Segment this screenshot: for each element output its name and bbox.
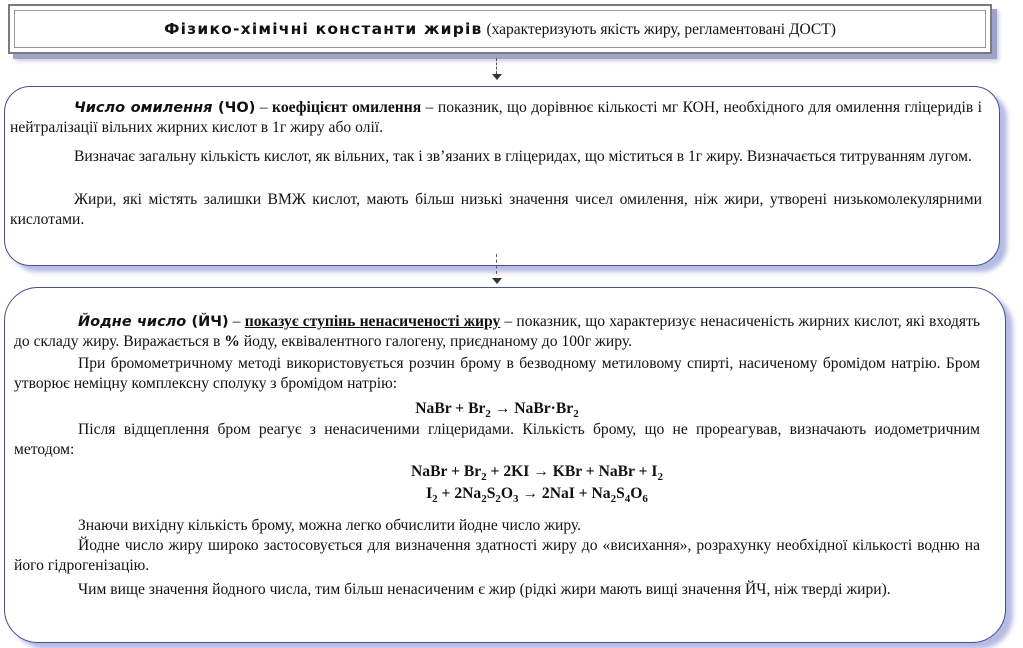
iodine-definition-rest-2: йоду, еквівалентного галогену, приєднаному до 100г жиру. xyxy=(239,333,632,350)
iodine-definition-rest: – показник, що характеризує ненасиченість жирних кислот, які входять до складу жиру. Виражається в xyxy=(14,313,981,350)
abbr-iodine: (ЙЧ) xyxy=(186,314,229,330)
eq3-part: O xyxy=(630,485,643,502)
equation-2 xyxy=(54,462,1020,482)
connector-line-1 xyxy=(496,58,497,74)
term-saponification: Число омилення xyxy=(74,100,213,116)
dash: – xyxy=(228,313,245,330)
page-title xyxy=(164,20,836,39)
eq2-sub: 2 xyxy=(481,471,487,484)
abbr-saponification: (ЧО) xyxy=(212,100,256,116)
percent-sign: % xyxy=(224,333,240,350)
eq3-sub: 2 xyxy=(495,493,501,506)
eq3-part: I xyxy=(426,485,433,502)
iodine-paragraph-after: Після відщеплення бром реагує з ненасиченими гліцеридами. Кількість брому, що не прореагував, визначають иодометричним методом: xyxy=(14,421,980,458)
saponification-definition xyxy=(10,98,982,138)
eq3-part: → 2NaI + Na xyxy=(518,485,611,502)
connector-line-2 xyxy=(496,254,497,274)
iodine-paragraph-usage: Йодне число жиру широко застосовується для визначення здатності жиру до «висихання», розрахунку необхідної кількості водню на його гідрогенізацію. xyxy=(14,537,980,574)
saponification-definition-rest: – показник, що дорівнює кількості мг КОН, необхідного для омилення гліцеридів і нейтралізації вільних жирних кислот в 1г жиру або олії. xyxy=(10,99,982,136)
title-subtitle: (характеризують якість жиру, регламентовані ДОСТ) xyxy=(482,20,836,38)
iodine-paragraph-bromometric: При бромометричному методі використовується розчин брому в безводному метиловому спирті, насиченому бромідом натрію. Бром утворює неміцну комплексну сполуку з бромідом натрію: xyxy=(14,355,980,392)
term-iodine: Йодне число xyxy=(78,314,187,330)
eq3-part: O xyxy=(500,485,514,502)
iodine-definition xyxy=(14,312,980,352)
eq1-part: NaBr + Br xyxy=(415,400,486,417)
eq3-part: S xyxy=(486,485,496,502)
eq3-sub: 2 xyxy=(481,493,487,506)
bold-iodine: показує ступінь ненасиченості жиру xyxy=(244,313,501,330)
eq3-part: + 2Na xyxy=(437,485,482,502)
eq3-sub: 6 xyxy=(642,493,648,506)
eq1-sub: 2 xyxy=(573,408,579,421)
eq3-sub: 4 xyxy=(624,493,631,506)
dash: – xyxy=(255,99,273,116)
eq2-part: + 2KI → KBr + NaBr + I xyxy=(486,463,658,480)
equation-1 xyxy=(14,399,980,419)
eq1-sub: 2 xyxy=(485,408,491,421)
arrow-down-icon xyxy=(492,74,502,80)
eq3-sub: 3 xyxy=(513,493,519,506)
title-box xyxy=(8,4,992,54)
saponification-paragraph-3: Жири, які містять залишки ВМЖ кислот, мають більш низькі значення чисел омилення, ніж жири, утворені низькомолекулярними кислотами. xyxy=(10,191,982,228)
eq2-sub: 2 xyxy=(657,471,663,484)
iodine-paragraph-conclusion: Чим вище значення йодного числа, тим більш ненасиченим є жир (рідкі жири мають вищі значення ЙЧ, ніж тверді жири). xyxy=(78,581,891,598)
title-main: Фізико-хімічні константи жирів xyxy=(164,19,483,38)
bold-saponification: коефіцієнт омилення xyxy=(272,99,422,116)
eq1-part: → NaBr·Br xyxy=(490,400,574,417)
eq3-part: S xyxy=(616,485,625,502)
iodine-paragraph-knowing: Знаючи вихідну кількість брому, можна легко обчислити йодне число жиру. xyxy=(78,517,582,534)
eq3-sub: 2 xyxy=(610,493,617,506)
eq2-part: NaBr + Br xyxy=(411,463,482,480)
arrow-down-icon xyxy=(492,278,502,284)
eq3-sub: 2 xyxy=(432,493,438,506)
saponification-paragraph-2: Визначає загальну кількість кислот, як вільних, так і зв’язаних в гліцеридах, що міститься в 1г жиру. Визначається титруванням лугом. xyxy=(74,148,972,165)
equation-3 xyxy=(54,484,1020,504)
